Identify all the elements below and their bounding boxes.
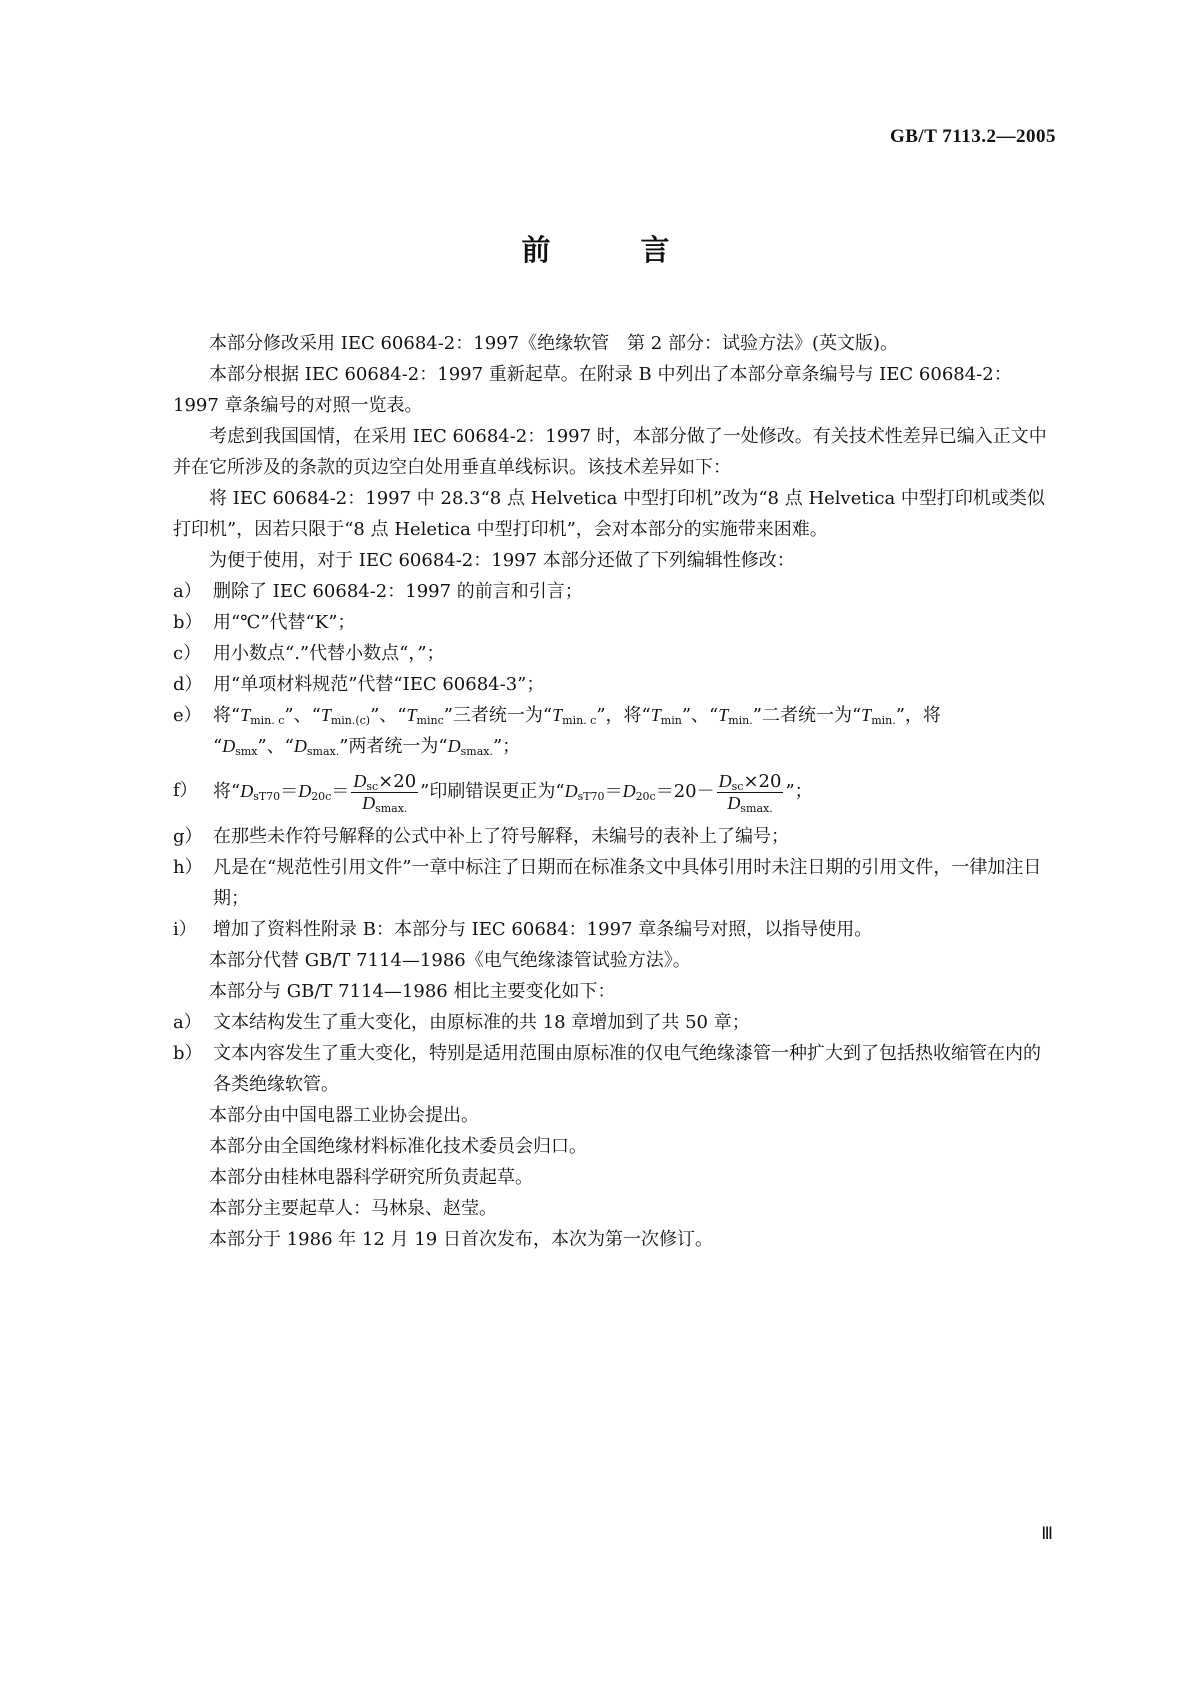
fraction bbox=[351, 771, 418, 814]
symbol-t: T bbox=[650, 705, 661, 725]
denominator bbox=[727, 793, 772, 814]
numerator bbox=[351, 771, 418, 793]
list-text: 删除了 IEC 60684-2：1997 的前言和引言； bbox=[213, 581, 583, 602]
subscript: min bbox=[660, 714, 682, 727]
subscript: sT70 bbox=[577, 790, 605, 803]
symbol-t: T bbox=[320, 705, 331, 725]
list-marker: b） bbox=[173, 1043, 203, 1064]
text-run: ”、“ bbox=[681, 705, 719, 726]
text-run: ”、“ bbox=[370, 705, 407, 726]
subscript: 20c bbox=[635, 790, 656, 803]
list-item bbox=[173, 821, 1053, 852]
paragraph: 本部分由全国绝缘材料标准化技术委员会归口。 bbox=[209, 1136, 587, 1157]
subscript: smax. bbox=[306, 745, 340, 758]
symbol-t: T bbox=[240, 705, 251, 725]
symbol-t: T bbox=[718, 705, 729, 725]
equals: ＝ bbox=[331, 781, 350, 802]
list-text: 用“℃”代替“K”； bbox=[213, 612, 356, 633]
text-run: 将“ bbox=[213, 705, 241, 726]
list-text: 用“单项材料规范”代替“IEC 60684-3”； bbox=[213, 674, 545, 695]
symbol-d: D bbox=[447, 736, 461, 756]
paragraph: 本部分于 1986 年 12 月 19 日首次发布，本次为第一次修订。 bbox=[209, 1229, 713, 1250]
equals: ＝ bbox=[604, 781, 623, 802]
paragraph: 本部分由中国电器工业协会提出。 bbox=[209, 1105, 479, 1126]
symbol-d: D bbox=[718, 770, 732, 791]
foreword-body bbox=[173, 328, 1053, 1255]
list-item bbox=[173, 576, 1053, 607]
paragraph: 为便于使用，对于 IEC 60684-2：1997 本部分还做了下列编辑性修改： bbox=[209, 550, 795, 571]
subscript: smax. bbox=[375, 801, 408, 815]
list-marker: a） bbox=[173, 581, 202, 602]
text-run: ”两者统一为“ bbox=[339, 736, 448, 757]
list-text: 增加了资料性附录 B：本部分与 IEC 60684：1997 章条编号对照，以指导使用。 bbox=[213, 919, 873, 940]
list-marker: h） bbox=[173, 857, 203, 878]
list-marker: g） bbox=[173, 826, 203, 847]
numerator bbox=[717, 771, 784, 793]
list-item bbox=[173, 852, 1053, 914]
list-text: 用小数点“.”代替小数点“，”； bbox=[213, 643, 445, 664]
minus: ＝20－ bbox=[655, 781, 715, 802]
subscript: sT70 bbox=[253, 790, 281, 803]
symbol-d: D bbox=[727, 792, 741, 813]
equals: ＝ bbox=[280, 781, 299, 802]
symbol-d: D bbox=[362, 792, 376, 813]
list-marker: d） bbox=[173, 674, 203, 695]
subscript: min. bbox=[871, 714, 896, 727]
symbol-t: T bbox=[861, 705, 872, 725]
text-run: “ bbox=[213, 736, 223, 757]
symbol-d: D bbox=[622, 781, 636, 801]
list-item bbox=[173, 607, 1053, 638]
denominator bbox=[362, 793, 407, 814]
text-run: ”； bbox=[492, 736, 521, 757]
fraction bbox=[717, 771, 784, 814]
text-run: 将“ bbox=[213, 781, 241, 802]
subscript: smax. bbox=[740, 801, 773, 815]
list-marker: c） bbox=[173, 643, 202, 664]
formula-line bbox=[213, 762, 1053, 821]
list-marker: b） bbox=[173, 612, 203, 633]
list-item bbox=[173, 638, 1053, 669]
list-item bbox=[173, 1038, 1053, 1100]
subscript: 20c bbox=[311, 790, 332, 803]
text-run: ”； bbox=[785, 781, 813, 802]
subscript: sc bbox=[366, 779, 379, 793]
symbol-t: T bbox=[406, 705, 417, 725]
symbol-d: D bbox=[293, 736, 307, 756]
page-title: 前 言 bbox=[521, 233, 710, 267]
text-run: ”、“ bbox=[284, 705, 321, 726]
paragraph: 本部分由桂林电器科学研究所负责起草。 bbox=[209, 1167, 533, 1188]
page-number: Ⅲ bbox=[1041, 1524, 1053, 1543]
list-text: 文本内容发生了重大变化，特别是适用范围由原标准的仅电气绝缘漆管一种扩大到了包括热收缩管在内的各类绝缘软管。 bbox=[213, 1043, 1041, 1095]
paragraph: 本部分代替 GB/T 7114—1986《电气绝缘漆管试验方法》。 bbox=[209, 950, 691, 971]
symbol-d: D bbox=[298, 781, 312, 801]
list-item bbox=[173, 1007, 1053, 1038]
symbol-d: D bbox=[222, 736, 236, 756]
text-run: ”、“ bbox=[257, 736, 294, 757]
list-text: 文本结构发生了重大变化，由原标准的共 18 章增加到了共 50 章； bbox=[213, 1012, 750, 1033]
text-run: ”二者统一为“ bbox=[752, 705, 862, 726]
subscript: smax. bbox=[460, 745, 493, 758]
list-marker: e） bbox=[173, 705, 202, 726]
paragraph: 本部分根据 IEC 60684-2：1997 重新起草。在附录 B 中列出了本部分章条编号与 IEC 60684-2：1997 章条编号的对照一览表。 bbox=[173, 364, 1012, 416]
text-run: ”，将 bbox=[895, 705, 941, 726]
paragraph: 本部分主要起草人：马林泉、赵莹。 bbox=[209, 1198, 497, 1219]
list-text: 凡是在“规范性引用文件”一章中标注了日期而在标准条文中具体引用时未注日期的引用文件，一律加注日期； bbox=[213, 857, 1042, 909]
list-item bbox=[173, 700, 1053, 762]
subscript: smx bbox=[235, 745, 258, 758]
paragraph: 考虑到我国国情，在采用 IEC 60684-2：1997 时，本部分做了一处修改。有关技术性差异已编入正文中并在它所涉及的条款的页边空白处用垂直单线标识。该技术差异如下： bbox=[173, 426, 1047, 478]
list-text bbox=[213, 700, 1053, 762]
subscript: min. bbox=[728, 714, 753, 727]
list-item bbox=[173, 914, 1053, 945]
paragraph: 将 IEC 60684-2：1997 中 28.3“8 点 Helvetica 中型打印机”改为“8 点 Helvetica 中型打印机或类似打印机”，因若只限于“8 点 Heletica 中型打印机”，会对本部分的实施带来困难。 bbox=[173, 488, 1045, 540]
subscript: minc bbox=[416, 714, 444, 727]
standard-number: GB/T 7113.2—2005 bbox=[889, 126, 1056, 147]
text-run: ”印刷错误更正为“ bbox=[420, 781, 565, 802]
symbol-d: D bbox=[240, 781, 254, 801]
list-item bbox=[173, 762, 1053, 821]
list-marker: a） bbox=[173, 1012, 202, 1033]
subscript: min. c bbox=[562, 714, 597, 727]
list-marker: f） bbox=[173, 780, 198, 801]
list-marker: i） bbox=[173, 919, 197, 940]
paragraph: 本部分与 GB/T 7114—1986 相比主要变化如下： bbox=[209, 981, 616, 1002]
list-item bbox=[173, 669, 1053, 700]
list-text: 在那些未作符号解释的公式中补上了符号解释，未编号的表补上了编号； bbox=[213, 826, 789, 847]
subscript: min. c bbox=[250, 714, 285, 727]
text-run: ×20 bbox=[378, 770, 417, 792]
text-run: ”，将“ bbox=[596, 705, 651, 726]
symbol-d: D bbox=[353, 770, 367, 791]
symbol-t: T bbox=[552, 705, 563, 725]
subscript: sc bbox=[731, 779, 744, 793]
text-run: ”三者统一为“ bbox=[443, 705, 553, 726]
text-run: ×20 bbox=[743, 770, 782, 792]
paragraph: 本部分修改采用 IEC 60684-2：1997《绝缘软管 第 2 部分：试验方法》(英文版)。 bbox=[209, 333, 899, 354]
subscript: min.(c) bbox=[330, 714, 371, 727]
symbol-d: D bbox=[564, 781, 578, 801]
